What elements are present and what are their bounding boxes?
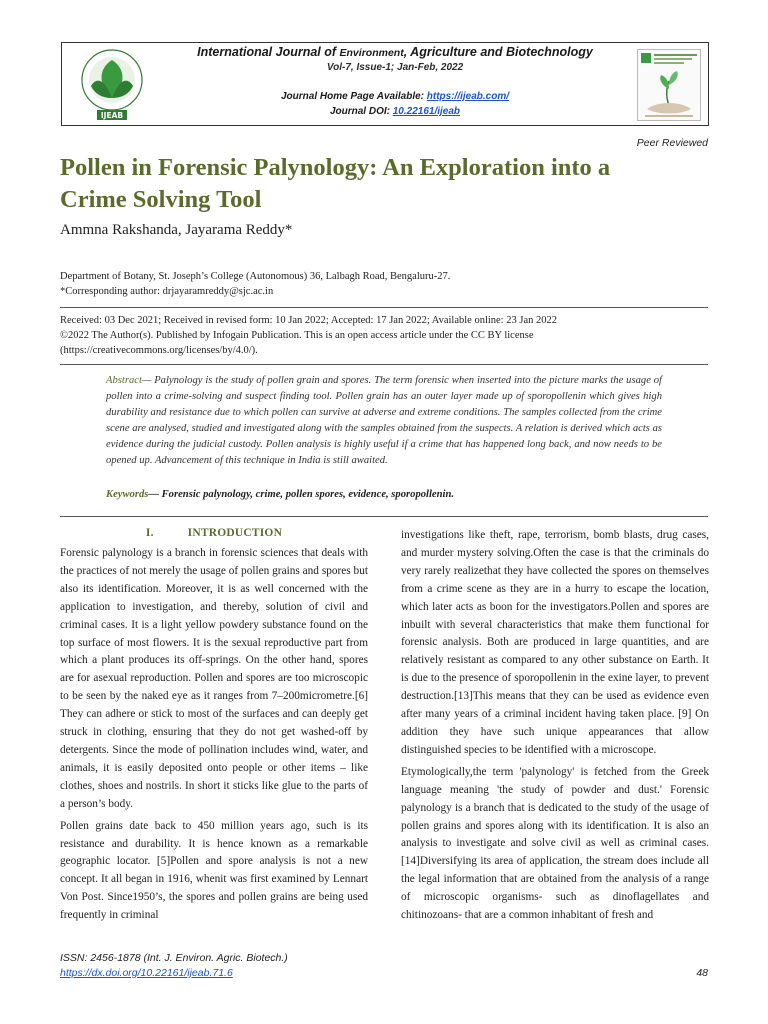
authors: Ammna Rakshanda, Jayarama Reddy* xyxy=(60,222,293,238)
divider xyxy=(60,307,708,308)
journal-home-link[interactable]: https://ijeab.com/ xyxy=(426,91,510,102)
abstract-text: Palynology is the study of pollen grain and spores. The term forensic when inserted into the picture marks the usage of pollen into a crime-solving and suspect finding tool. Pollen grain has an outer layer made up of sporopollenin which gives high durability and resistance due to which pollen can survive at adverse and extreme conditions. The samples collected from the crime scene are analysed, studied and investigated along with the samples obtained from the suspects. A relation is derived which acts as evidence during the judicial custody. Pollen analysis is highly useful if a crime that has happened long back, and now needs to be opened up. Advancement of this technique in India is still awaited. xyxy=(106,375,662,467)
article-dates: Received: 03 Dec 2021; Received in revised form: 10 Jan 2022; Accepted: 17 Jan 2022; Available online: 23 Jan 2022 xyxy=(60,315,557,326)
svg-text:IJEAB: IJEAB xyxy=(100,111,124,120)
journal-title: International Journal of Environment, Agriculture and Biotechnology xyxy=(197,45,593,59)
keywords-text: — Forensic palynology, crime, pollen spores, evidence, sporopollenin. xyxy=(148,489,455,500)
keywords xyxy=(106,489,662,500)
abstract: Abstract— Palynology is the study of pollen grain and spores. The term forensic when inserted into the picture marks the usage of pollen into a crime-solving and suspect finding tool. Pollen grain has an outer layer made up of sporopollenin which gives high durability and resistance due to which pollen can survive at adverse and extreme conditions. The samples collected from the crime scene are analysed, studied and investigated along with the samples obtained from the suspects. A relation is derived which acts as evidence during the judicial custody. Pollen analysis is highly useful if a crime that has happened long back, and now needs to be opened up. Advancement of this technique in India is still awaited. xyxy=(106,375,662,467)
page-number: 48 xyxy=(696,967,708,979)
license-link[interactable]: (https://creativecommons.org/licenses/by/4.0/). xyxy=(60,345,258,356)
journal-home: Journal Home Page Available: https://ijeab.com/ xyxy=(280,91,510,102)
paragraph: Pollen grains date back to 450 million years ago, such is its resistance and durability. It is hence known as a remarkable geographic locator. [5]Pollen and spore analysis is not a new concept. It all began in 1916, whenit was first examined by Lennart Von Post. Since1950’s, the spores and pollen grains are being used frequently in criminal xyxy=(60,819,368,922)
journal-volume: Vol-7, Issue-1; Jan-Feb, 2022 xyxy=(326,62,464,73)
paragraph: Etymologically,the term 'palynology' is fetched from the Greek language meaning 'the study of powder and dust.' Forensic palynology is a branch that is dedicated to the study of the usage of pollen grains and spores along with its identification. It is also an analysis to investigate and solve civil as well as criminal cases.[14]Diversifying its area of application, the stream does include all the legal information that are obtained from the analysis of a range of microscopic organisms- such as dinoflagellates and chitinozoans- that are a common inhabitant of fresh and xyxy=(401,765,709,922)
article-title-line-1: Pollen in Forensic Palynology: An Exploration into a xyxy=(60,154,611,181)
divider xyxy=(60,364,708,365)
paragraph: Forensic palynology is a branch in forensic sciences that deals with the practices of not merely the usage of pollen grains and spores but also its identification. Moreover, it is as well concerned with the application to investigation, and thereby, solution of civil and criminal cases. It is a light yellow powdery substance found on the top surface of most flowers. It is the sexual reproductive part from which a plant produces its off-springs. On the other hand, spores are for asexual reproduction. Pollen and spores are too microscopic to be seen by the naked eye as it ranges from 7–200micrometre.[6] They can adhere or stick to most of the surfaces and can deeply get struck in clothing, ensuring that they do not get washed-off by detergents. Since the mode of pollination includes wind, water, and animals, it is easily deposited onto people or other items – like clothes, shoes and nostrils. In short it sticks like glue to the parts of a person’s body. xyxy=(60,547,368,810)
keywords-label: Keywords xyxy=(106,489,149,500)
abstract-label: Abstract xyxy=(106,375,142,386)
corresponding-author: *Corresponding author: drjayaramreddy@sjc.ac.in xyxy=(60,286,274,297)
affiliation: Department of Botany, St. Joseph’s College (Autonomous) 36, Lalbagh Road, Bengaluru-27. xyxy=(60,271,451,282)
divider xyxy=(60,516,708,517)
peer-reviewed-label: Peer Reviewed xyxy=(636,137,708,149)
article-title xyxy=(60,152,700,216)
section-heading: I. INTRODUCTION xyxy=(145,527,283,539)
journal-doi: Journal DOI: 10.22161/ijeab xyxy=(329,106,461,117)
footer-issn: ISSN: 2456-1878 (Int. J. Environ. Agric. Biotech.) xyxy=(60,952,288,964)
article-title-line-2: Crime Solving Tool xyxy=(60,186,262,213)
journal-doi-link[interactable]: 10.22161/ijeab xyxy=(392,106,461,117)
footer-doi-link[interactable]: https://dx.doi.org/10.22161/ijeab.71.6 xyxy=(60,967,233,979)
journal-cover-thumbnail xyxy=(637,49,701,121)
journal-logo xyxy=(69,46,155,122)
right-column xyxy=(401,527,709,929)
copyright: ©2022 The Author(s). Published by Infogain Publication. This is an open access article under the CC BY license xyxy=(60,330,534,341)
paragraph: investigations like theft, rape, terrorism, bomb blasts, drug cases, and murder mystery solving.Often the case is that the criminals do very rarely realizethat they have collected the spores on themselves from a crime scene as they are in a hurry to escape the location, which later acts as boon for the investigators.Pollen and spores are inbuilt with several characteristics that make them functional for forensic analysis. Both are produced in large quantities, and are relatively resistant as compared to any other substance on Earth. It is due to the presence of sporopollenin in the exine layer, to prevent destruction.[13]This means that they can be used as evidence even after many years of a criminal incident having taken place. [9] On addition they have such unique appearances that allow distinguished species to be identified with a microscope. xyxy=(401,529,709,756)
left-column xyxy=(60,545,368,929)
